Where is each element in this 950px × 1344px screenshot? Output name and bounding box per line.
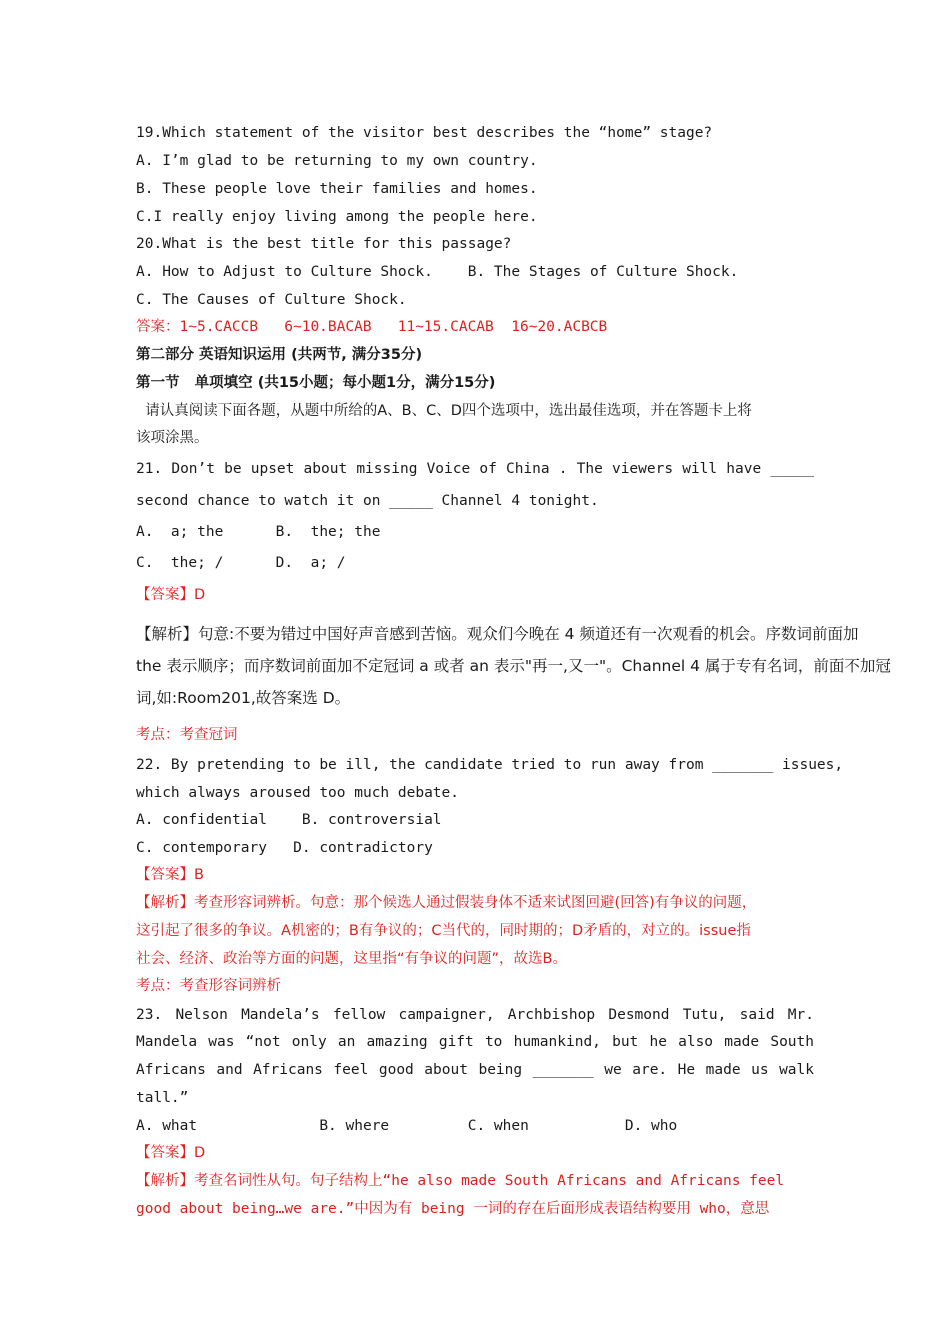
q22-point: 考点：考查形容词辨析 <box>136 978 281 994</box>
section1-heading: 第一节 单项填空 (共15小题；每小题1分，满分15分) <box>136 375 496 391</box>
q21-analysis-line-2: the 表示顺序；而序数词前面加不定冠词 a 或者 an 表示"再一,又一"。Channel 4 属于专有名词，前面不加冠 <box>136 657 891 675</box>
q21-analysis-line-3: 词,如:Room201,故答案选 D。 <box>136 689 351 707</box>
q22-options-cd: C. contemporary D. contradictory <box>136 840 433 856</box>
q23-options: A. what B. where C. when D. who <box>136 1118 678 1134</box>
q23-answer: 【答案】D <box>136 1145 206 1161</box>
answer-key-1-20: 答案：1~5.CACCB 6~10.BACAB 11~15.CACAB 16~20.ACBCB <box>136 319 608 335</box>
instruction-line-2: 该项涂黑。 <box>136 430 209 446</box>
instruction-line-1: 请认真阅读下面各题，从题中所给的A、B、C、D四个选项中，选出最佳选项，并在答题卡上将 <box>136 403 752 419</box>
q19-stem: 19.Which statement of the visitor best describes the “home” stage? <box>136 125 713 141</box>
q21-answer: 【答案】D <box>136 587 206 603</box>
q19-option-a: A. I’m glad to be returning to my own country. <box>136 153 538 169</box>
q22-analysis-line-3: 社会、经济、政治等方面的问题，这里指“有争议的问题”，故选B。 <box>136 951 567 967</box>
q23-analysis-line-1: 【解析】考查名词性从句。句子结构上“he also made South Africans and Africans feel <box>136 1173 785 1189</box>
q21-stem-line-2: second chance to watch it on _____ Channel 4 tonight. <box>136 493 599 509</box>
q22-analysis-line-2: 这引起了很多的争议。A机密的；B有争议的；C当代的，同时期的；D矛盾的，对立的。issue指 <box>136 923 751 939</box>
q23-analysis-line-2: good about being…we are.”中因为有 being 一词的存在后面形成表语结构要用 who，意思 <box>136 1201 770 1217</box>
q20-options-ab: A. How to Adjust to Culture Shock. B. The Stages of Culture Shock. <box>136 264 739 280</box>
part2-heading: 第二部分 英语知识运用 (共两节, 满分35分) <box>136 347 423 363</box>
q19-option-b: B. These people love their families and homes. <box>136 181 538 197</box>
q23-stem-line-2: Mandela was “not only an amazing gift to humankind, but he also made South <box>136 1034 814 1050</box>
q22-options-ab: A. confidential B. controversial <box>136 812 442 828</box>
q20-option-c: C. The Causes of Culture Shock. <box>136 292 407 308</box>
q21-options-cd: C. the; / D. a; / <box>136 555 346 571</box>
q23-stem-line-3: Africans and Africans feel good about being _______ we are. He made us walk <box>136 1062 814 1078</box>
q21-options-ab: A. a; the B. the; the <box>136 524 381 540</box>
q23-stem-line-1: 23. Nelson Mandela’s fellow campaigner, Archbishop Desmond Tutu, said Mr. <box>136 1007 814 1023</box>
q22-analysis-line-1: 【解析】考查形容词辨析。句意：那个候选人通过假装身体不适来试图回避(回答)有争议的问题， <box>136 895 757 911</box>
q22-answer: 【答案】B <box>136 867 204 883</box>
q20-stem: 20.What is the best title for this passage? <box>136 236 512 252</box>
q19-option-c: C.I really enjoy living among the people here. <box>136 209 538 225</box>
q21-analysis-line-1 <box>136 624 904 644</box>
q22-stem-line-1: 22. By pretending to be ill, the candidate tried to run away from _______ issues, <box>136 757 844 773</box>
q23-stem-line-4: tall.” <box>136 1090 189 1106</box>
q21-point: 考点：考查冠词 <box>136 727 238 743</box>
q21-stem-line-1: 21. Don’t be upset about missing Voice of China . The viewers will have _____ <box>136 461 814 477</box>
q22-stem-line-2: which always aroused too much debate. <box>136 785 460 801</box>
q21-analysis-text-1: 【解析】句意:不要为错过中国好声音感到苦恼。观众们今晚在 4 频道还有一次观看的机会。序数词前面加 <box>136 625 859 643</box>
